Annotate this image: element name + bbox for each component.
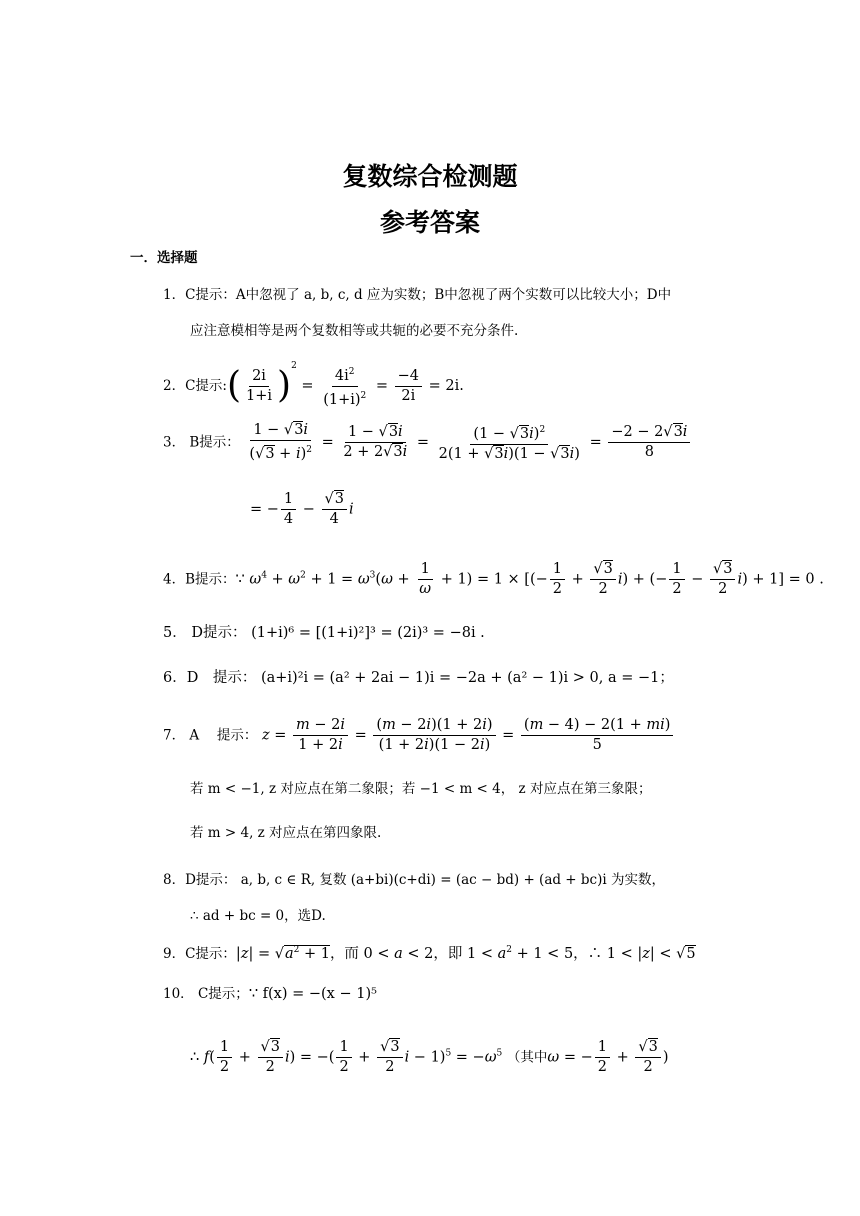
answer-7: 7． A 提示： z = $\frac{m - 2i}{1 + 2i}$ = $\frac{(m - 2i)(1 + 2i)}{(1 + 2i)(1 - 2i)}$ = $\frac{(m - 4) - 2(1 + mi)}{5}$ (163, 716, 675, 755)
doc-subtitle: 参考答案 (379, 208, 480, 237)
answer-2: 2．C提示:( $\frac{2i}{1+i}$ )$^2$ = $\frac{4i^2}{(1+i)^2}$ = $\frac{-4}{2i}$ = 2i. (163, 361, 464, 408)
answer-3-result: = − $\frac{1}{4}$ − $\frac{√3}{4}$ i (250, 491, 354, 527)
answer-7-line-3: 若 m > 4, z 对应点在第四象限. (190, 825, 382, 841)
answer-10 (163, 984, 377, 1004)
doc-title: 复数综合检测题 (342, 162, 518, 191)
answer-3: 3． B提示： $\frac{1 - √3i}{(√3 + i)^2}$ = $\frac{1 - √3i}{2 + 2√3i}$ = $\frac{(1 - √3i)^2}{2(1 + √3i)(1 - √3i)}$ = $\frac{-2 - 2√3i}{8}$ (163, 421, 692, 464)
answer-8-line-1: 8．D提示： a, b, c ∈ R, 复数 (a+bi)(c+di) = (ac − bd) + (ad + bc)i 为实数， (163, 872, 665, 888)
answer-7-line-2: 若 m < −1, z 对应点在第二象限；若 −1 < m < 4， z 对应点在第三象限； (190, 781, 652, 797)
answer-8-line-2: ∴ ad + bc = 0，选D. (190, 908, 326, 924)
answer-1-line-2: 应注意模相等是两个复数相等或共轭的必要不充分条件. (190, 323, 519, 339)
answer-7-label: 7． A 提示： (163, 727, 258, 744)
answer-6: 6．D 提示： (a+i)²i = (a² + 2ai − 1)i = −2a + (a² − 1)i > 0, a = −1； (163, 670, 674, 686)
answer-9-label: 9．C提示： (163, 945, 236, 962)
answer-10-line-1: ∵ f(x) = −(x − 1)⁵ (248, 986, 377, 1002)
answer-4-label: 4．B提示： (163, 571, 236, 588)
answer-3-label: 3． B提示： (163, 434, 240, 451)
answer-10-line-2: ∴ f( $\frac{1}{2}$ + $\frac{√3}{2}$ i) = −( $\frac{1}{2}$ + $\frac{√3}{2}$ $i - 1)^5 = -\omega^5$ （其中ω = − $\frac{1}{2}$ + $\frac{√3}{2}$ ) (190, 1039, 669, 1075)
answer-2-label: 2．C提示: (163, 378, 227, 394)
answer-10-note: （其中 (506, 1049, 548, 1066)
answer-1-line-1: 1．C提示：A中忽视了 a, b, c, d 应为实数；B中忽视了两个实数可以比较大小；D中 (163, 287, 672, 303)
answer-10-label: 10． C提示； (163, 986, 249, 1002)
section-heading: 一．选择题 (130, 250, 198, 266)
answer-4: 4．B提示：∵ $\omega^4 + \omega^2 + 1 = \omega^3(\omega$ + $\frac{1}{\omega}$ + 1) = 1 × [(− $\frac{1}{2}$ + $\frac{√3}{2}$ i) + (− $\frac{1}{2}$ − $\frac{√3}{2}$ i) + 1] = 0 . (163, 561, 824, 597)
answer-5: 5． D提示： (1+i)⁶ = [(1+i)²]³ = (2i)³ = −8i . (163, 625, 485, 641)
answer-9: 9．C提示：$|z| = √a^2 + 1$，而 0 < a < 2，即 $1 < a^2 + 1 < 5$，∴ 1 < |z| < √5 (163, 945, 696, 962)
